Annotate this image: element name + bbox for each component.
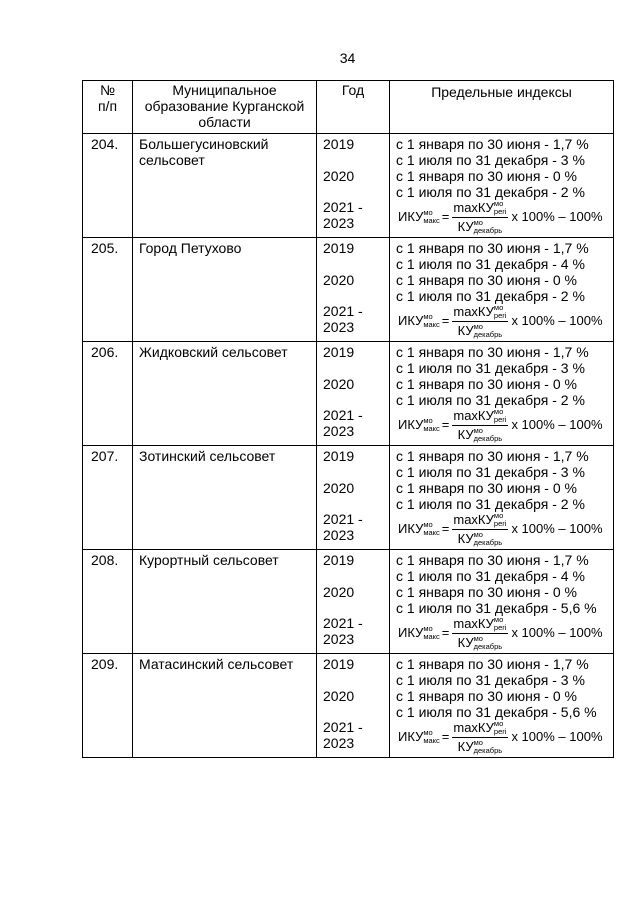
- header-municipality-line: образование Курганской: [144, 98, 305, 114]
- year-label: 2020: [323, 688, 355, 704]
- formula-numerator-sup: мо: [493, 406, 504, 416]
- formula-numerator-text: maxКУ: [453, 407, 494, 423]
- formula-denominator-sup: мо: [473, 529, 483, 539]
- formula-fraction: [452, 304, 508, 339]
- header-number-line: №: [99, 82, 116, 98]
- formula-denominator: [458, 426, 504, 443]
- formula-numerator: [452, 512, 508, 530]
- year-label: 2023: [323, 215, 355, 231]
- formula-lhs: ИКУ: [398, 729, 424, 744]
- formula-equals: =: [441, 417, 450, 432]
- municipality-cell: [133, 342, 317, 446]
- header-municipality: [133, 81, 317, 134]
- formula-denominator-sup: мо: [473, 217, 483, 227]
- formula-numerator: [452, 200, 508, 218]
- index-line: с 1 июля по 31 декабря - 3 %: [396, 672, 585, 688]
- formula-denominator-sub: декабрь: [473, 329, 503, 339]
- row-number-cell: [83, 654, 133, 758]
- year-label: 2020: [323, 168, 355, 184]
- formula-fraction: [452, 408, 508, 443]
- municipality-name-line: Большегусиновский: [139, 136, 269, 152]
- header-year: [317, 81, 390, 134]
- formula-numerator-sup: мо: [493, 198, 504, 208]
- table-row: [83, 654, 614, 758]
- index-line: с 1 января по 30 июня - 0 %: [396, 688, 577, 704]
- municipality-cell: [133, 550, 317, 654]
- indices-cell: [390, 238, 614, 342]
- formula-numerator-scripts: [494, 720, 507, 736]
- formula-tail: x 100% – 100%: [511, 209, 603, 224]
- formula-denominator-sub: декабрь: [473, 225, 503, 235]
- formula-lhs-scripts: [423, 313, 439, 329]
- formula-numerator: [452, 720, 508, 738]
- table-row: [83, 550, 614, 654]
- index-formula: [396, 616, 613, 650]
- formula-lhs: ИКУ: [398, 313, 424, 328]
- formula-lhs-sup: мо: [423, 520, 433, 529]
- year-label: 2019: [323, 656, 355, 672]
- formula-denominator-sup: мо: [473, 633, 483, 643]
- municipality-name-line: Город Петухово: [139, 240, 242, 256]
- municipality-name-line: Зотинский сельсовет: [139, 448, 276, 464]
- formula-fraction: [452, 616, 508, 651]
- formula-denominator: [458, 738, 504, 755]
- formula-lhs-scripts: [423, 625, 439, 641]
- year-label: 2019: [323, 448, 355, 464]
- year-label: 2020: [323, 480, 355, 496]
- formula-denominator-sub: декабрь: [473, 433, 503, 443]
- formula-denominator-text: КУ: [457, 530, 474, 546]
- formula-numerator: [452, 408, 508, 426]
- municipality-cell: [133, 134, 317, 238]
- index-line: с 1 июля по 31 декабря - 5,6 %: [396, 704, 597, 720]
- year-label: 2019: [323, 240, 355, 256]
- formula-denominator-scripts: [474, 531, 503, 547]
- year-label: 2020: [323, 272, 355, 288]
- index-line: с 1 января по 30 июня - 0 %: [396, 480, 577, 496]
- indices-cell: [390, 134, 614, 238]
- header-row: [83, 81, 614, 134]
- formula-lhs-sub: макс: [423, 528, 440, 537]
- index-line: с 1 января по 30 июня - 1,7 %: [396, 552, 589, 568]
- formula-numerator-sub: peri: [493, 414, 507, 424]
- formula-denominator-text: КУ: [457, 738, 474, 754]
- table-row: [83, 342, 614, 446]
- formula-fraction: [452, 200, 508, 235]
- formula-tail: x 100% – 100%: [511, 729, 603, 744]
- formula-denominator-sup: мо: [473, 321, 483, 331]
- formula-lhs-sub: макс: [423, 216, 440, 225]
- formula-tail: x 100% – 100%: [511, 625, 603, 640]
- formula-lhs-scripts: [423, 209, 439, 225]
- index-line: с 1 июля по 31 декабря - 2 %: [396, 392, 585, 408]
- formula-numerator-sub: peri: [493, 206, 507, 216]
- formula-lhs-sup: мо: [423, 312, 433, 321]
- formula-equals: =: [441, 209, 450, 224]
- header-indices: [390, 81, 614, 134]
- row-number: 208.: [91, 552, 119, 568]
- municipality-name-line: Жидковский сельсовет: [139, 344, 288, 360]
- header-indices-label: Предельные индексы: [431, 84, 572, 100]
- formula-fraction: [452, 512, 508, 547]
- formula-denominator-text: КУ: [457, 426, 474, 442]
- year-label: 2021 -: [323, 199, 363, 215]
- row-number: 207.: [91, 448, 119, 464]
- formula-numerator-sub: peri: [493, 518, 507, 528]
- formula-denominator-sub: декабрь: [473, 641, 503, 651]
- formula-lhs-sub: макс: [423, 632, 440, 641]
- index-line: с 1 июля по 31 декабря - 3 %: [396, 152, 585, 168]
- formula-lhs-sup: мо: [423, 728, 433, 737]
- indices-cell: [390, 654, 614, 758]
- index-line: с 1 июля по 31 декабря - 2 %: [396, 184, 585, 200]
- formula-numerator-sup: мо: [493, 614, 504, 624]
- formula-numerator-text: maxКУ: [453, 615, 494, 631]
- formula-lhs: ИКУ: [398, 417, 424, 432]
- index-formula: [396, 304, 613, 338]
- formula-numerator-text: maxКУ: [453, 511, 494, 527]
- year-label: 2021 -: [323, 615, 363, 631]
- row-number: 204.: [91, 136, 119, 152]
- index-line: с 1 января по 30 июня - 0 %: [396, 168, 577, 184]
- municipality-cell: [133, 654, 317, 758]
- row-number-cell: [83, 134, 133, 238]
- indices-cell: [390, 342, 614, 446]
- table-row: [83, 134, 614, 238]
- formula-lhs-sub: макс: [423, 424, 440, 433]
- formula-denominator-scripts: [474, 427, 503, 443]
- formula-numerator-scripts: [494, 304, 507, 320]
- index-formula: [396, 512, 613, 546]
- formula-numerator: [452, 616, 508, 634]
- formula-numerator-scripts: [494, 512, 507, 528]
- table-body: [83, 134, 614, 758]
- year-cell: [317, 654, 390, 758]
- index-line: с 1 июля по 31 декабря - 3 %: [396, 464, 585, 480]
- municipality-name-line: сельсовет: [139, 152, 205, 168]
- header-municipality-line: Муниципальное: [172, 82, 277, 98]
- row-number-cell: [83, 342, 133, 446]
- formula-fraction: [452, 720, 508, 755]
- formula-denominator-scripts: [474, 219, 503, 235]
- formula-denominator-sub: декабрь: [473, 537, 503, 547]
- year-label: 2021 -: [323, 407, 363, 423]
- year-label: 2020: [323, 376, 355, 392]
- table-row: [83, 446, 614, 550]
- formula-denominator-text: КУ: [457, 218, 474, 234]
- row-number-cell: [83, 238, 133, 342]
- row-number: 209.: [91, 656, 119, 672]
- formula-denominator-scripts: [474, 635, 503, 651]
- index-line: с 1 января по 30 июня - 0 %: [396, 272, 577, 288]
- index-formula: [396, 200, 613, 234]
- formula-denominator-sup: мо: [473, 737, 483, 747]
- municipality-cell: [133, 238, 317, 342]
- formula-equals: =: [441, 521, 450, 536]
- index-formula: [396, 408, 613, 442]
- formula-numerator-scripts: [494, 616, 507, 632]
- index-line: с 1 января по 30 июня - 1,7 %: [396, 240, 589, 256]
- formula-numerator-sub: peri: [493, 622, 507, 632]
- index-line: с 1 января по 30 июня - 0 %: [396, 376, 577, 392]
- index-line: с 1 января по 30 июня - 0 %: [396, 584, 577, 600]
- formula-lhs: ИКУ: [398, 521, 424, 536]
- year-cell: [317, 550, 390, 654]
- indices-cell: [390, 446, 614, 550]
- year-label: 2023: [323, 631, 355, 647]
- formula-numerator-sup: мо: [493, 510, 504, 520]
- year-cell: [317, 238, 390, 342]
- year-cell: [317, 134, 390, 238]
- formula-denominator-sup: мо: [473, 425, 483, 435]
- formula-denominator-scripts: [474, 739, 503, 755]
- year-label: 2023: [323, 527, 355, 543]
- formula-denominator: [458, 322, 504, 339]
- year-label: 2023: [323, 423, 355, 439]
- year-label: 2020: [323, 584, 355, 600]
- index-line: с 1 января по 30 июня - 1,7 %: [396, 656, 589, 672]
- index-line: с 1 июля по 31 декабря - 3 %: [396, 360, 585, 376]
- formula-numerator-text: maxКУ: [453, 303, 494, 319]
- formula-lhs-scripts: [423, 729, 439, 745]
- year-label: 2019: [323, 136, 355, 152]
- formula-denominator-sub: декабрь: [473, 745, 503, 755]
- formula-denominator-scripts: [474, 323, 503, 339]
- year-label: 2021 -: [323, 719, 363, 735]
- index-line: с 1 июля по 31 декабря - 4 %: [396, 256, 585, 272]
- formula-tail: x 100% – 100%: [511, 417, 603, 432]
- year-label: 2023: [323, 319, 355, 335]
- row-number-cell: [83, 550, 133, 654]
- year-label: 2021 -: [323, 303, 363, 319]
- formula-equals: =: [441, 313, 450, 328]
- index-line: с 1 июля по 31 декабря - 4 %: [396, 568, 585, 584]
- index-line: с 1 июля по 31 декабря - 2 %: [396, 496, 585, 512]
- formula-numerator-scripts: [494, 200, 507, 216]
- index-line: с 1 января по 30 июня - 1,7 %: [396, 448, 589, 464]
- indices-table: [82, 80, 614, 758]
- formula-numerator-sup: мо: [493, 302, 504, 312]
- formula-lhs-scripts: [423, 417, 439, 433]
- year-label: 2019: [323, 552, 355, 568]
- index-formula: [396, 720, 613, 754]
- formula-lhs-sub: макс: [423, 320, 440, 329]
- header-number: [83, 81, 133, 134]
- table-row: [83, 238, 614, 342]
- formula-denominator-text: КУ: [457, 634, 474, 650]
- index-line: с 1 июля по 31 декабря - 2 %: [396, 288, 585, 304]
- formula-numerator-sup: мо: [493, 718, 504, 728]
- year-cell: [317, 342, 390, 446]
- formula-numerator-text: maxКУ: [453, 199, 494, 215]
- formula-lhs: ИКУ: [398, 209, 424, 224]
- indices-cell: [390, 550, 614, 654]
- row-number: 206.: [91, 344, 119, 360]
- year-label: 2021 -: [323, 511, 363, 527]
- formula-denominator: [458, 218, 504, 235]
- row-number-cell: [83, 446, 133, 550]
- formula-denominator: [458, 530, 504, 547]
- table-header: [83, 81, 614, 134]
- formula-equals: =: [441, 729, 450, 744]
- year-label: 2023: [323, 735, 355, 751]
- formula-lhs-scripts: [423, 521, 439, 537]
- formula-equals: =: [441, 625, 450, 640]
- formula-tail: x 100% – 100%: [511, 521, 603, 536]
- year-cell: [317, 446, 390, 550]
- municipality-name-line: Курортный сельсовет: [139, 552, 279, 568]
- header-year-label: Год: [341, 82, 365, 98]
- index-line: с 1 января по 30 июня - 1,7 %: [396, 344, 589, 360]
- index-line: с 1 июля по 31 декабря - 5,6 %: [396, 600, 597, 616]
- formula-denominator: [458, 634, 504, 651]
- formula-numerator: [452, 304, 508, 322]
- formula-lhs-sup: мо: [423, 416, 433, 425]
- index-line: с 1 января по 30 июня - 1,7 %: [396, 136, 589, 152]
- formula-lhs-sup: мо: [423, 624, 433, 633]
- formula-denominator-text: КУ: [457, 322, 474, 338]
- year-label: 2019: [323, 344, 355, 360]
- formula-lhs-sup: мо: [423, 208, 433, 217]
- formula-lhs-sub: макс: [423, 736, 440, 745]
- page-number: 34: [339, 50, 356, 66]
- municipality-name-line: Матасинский сельсовет: [139, 656, 294, 672]
- row-number: 205.: [91, 240, 119, 256]
- formula-numerator-text: maxКУ: [453, 719, 494, 735]
- formula-tail: x 100% – 100%: [511, 313, 603, 328]
- municipality-cell: [133, 446, 317, 550]
- formula-lhs: ИКУ: [398, 625, 424, 640]
- formula-numerator-scripts: [494, 408, 507, 424]
- formula-numerator-sub: peri: [493, 726, 507, 736]
- header-number-line: п/п: [97, 98, 118, 114]
- formula-numerator-sub: peri: [493, 310, 507, 320]
- header-municipality-line: области: [198, 114, 251, 130]
